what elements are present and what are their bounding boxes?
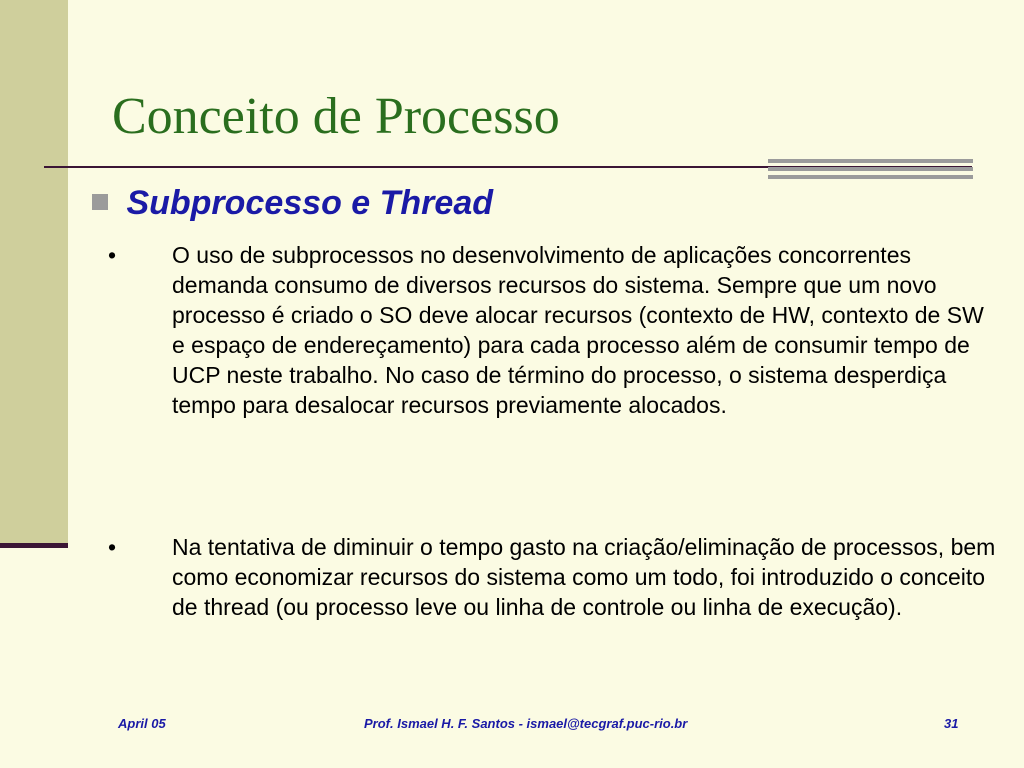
footer-date: April 05 <box>118 716 166 731</box>
square-bullet-icon <box>92 194 108 210</box>
bullet-paragraph-1 <box>108 240 1002 420</box>
paragraph-text-2: Na tentativa de diminuir o tempo gasto na criação/eliminação de processos, bem como economizar recursos do sistema como um todo, foi introduzido o conceito de thread (ou processo leve ou linha de controle ou linha de execução). <box>172 534 996 620</box>
bullet-dot-icon: • <box>108 242 117 268</box>
section-heading: Subprocesso e Thread <box>126 184 493 222</box>
side-band-underline <box>0 543 68 548</box>
paragraph-text-1: O uso de subprocessos no desenvolvimento de aplicações concorrentes demanda consumo de diversos recursos do sistema. Sempre que um novo processo é criado o SO deve alocar recursos (contexto de HW, contexto de SW e espaço de endereçamento) para cada processo além de consumir tempo de UCP neste trabalho. No caso de término do processo, o sistema desperdiça tempo para desalocar recursos previamente alocados. <box>172 242 984 418</box>
slide-title: Conceito de Processo <box>112 88 560 145</box>
bullet-dot-icon: • <box>108 534 117 560</box>
decorative-bars <box>768 159 973 183</box>
footer-page-number: 31 <box>944 716 959 731</box>
side-band <box>0 0 68 546</box>
footer-author: Prof. Ismael H. F. Santos - ismael@tecgraf.puc-rio.br <box>364 716 688 731</box>
heading-row <box>92 184 493 223</box>
bullet-paragraph-2 <box>108 532 1002 622</box>
